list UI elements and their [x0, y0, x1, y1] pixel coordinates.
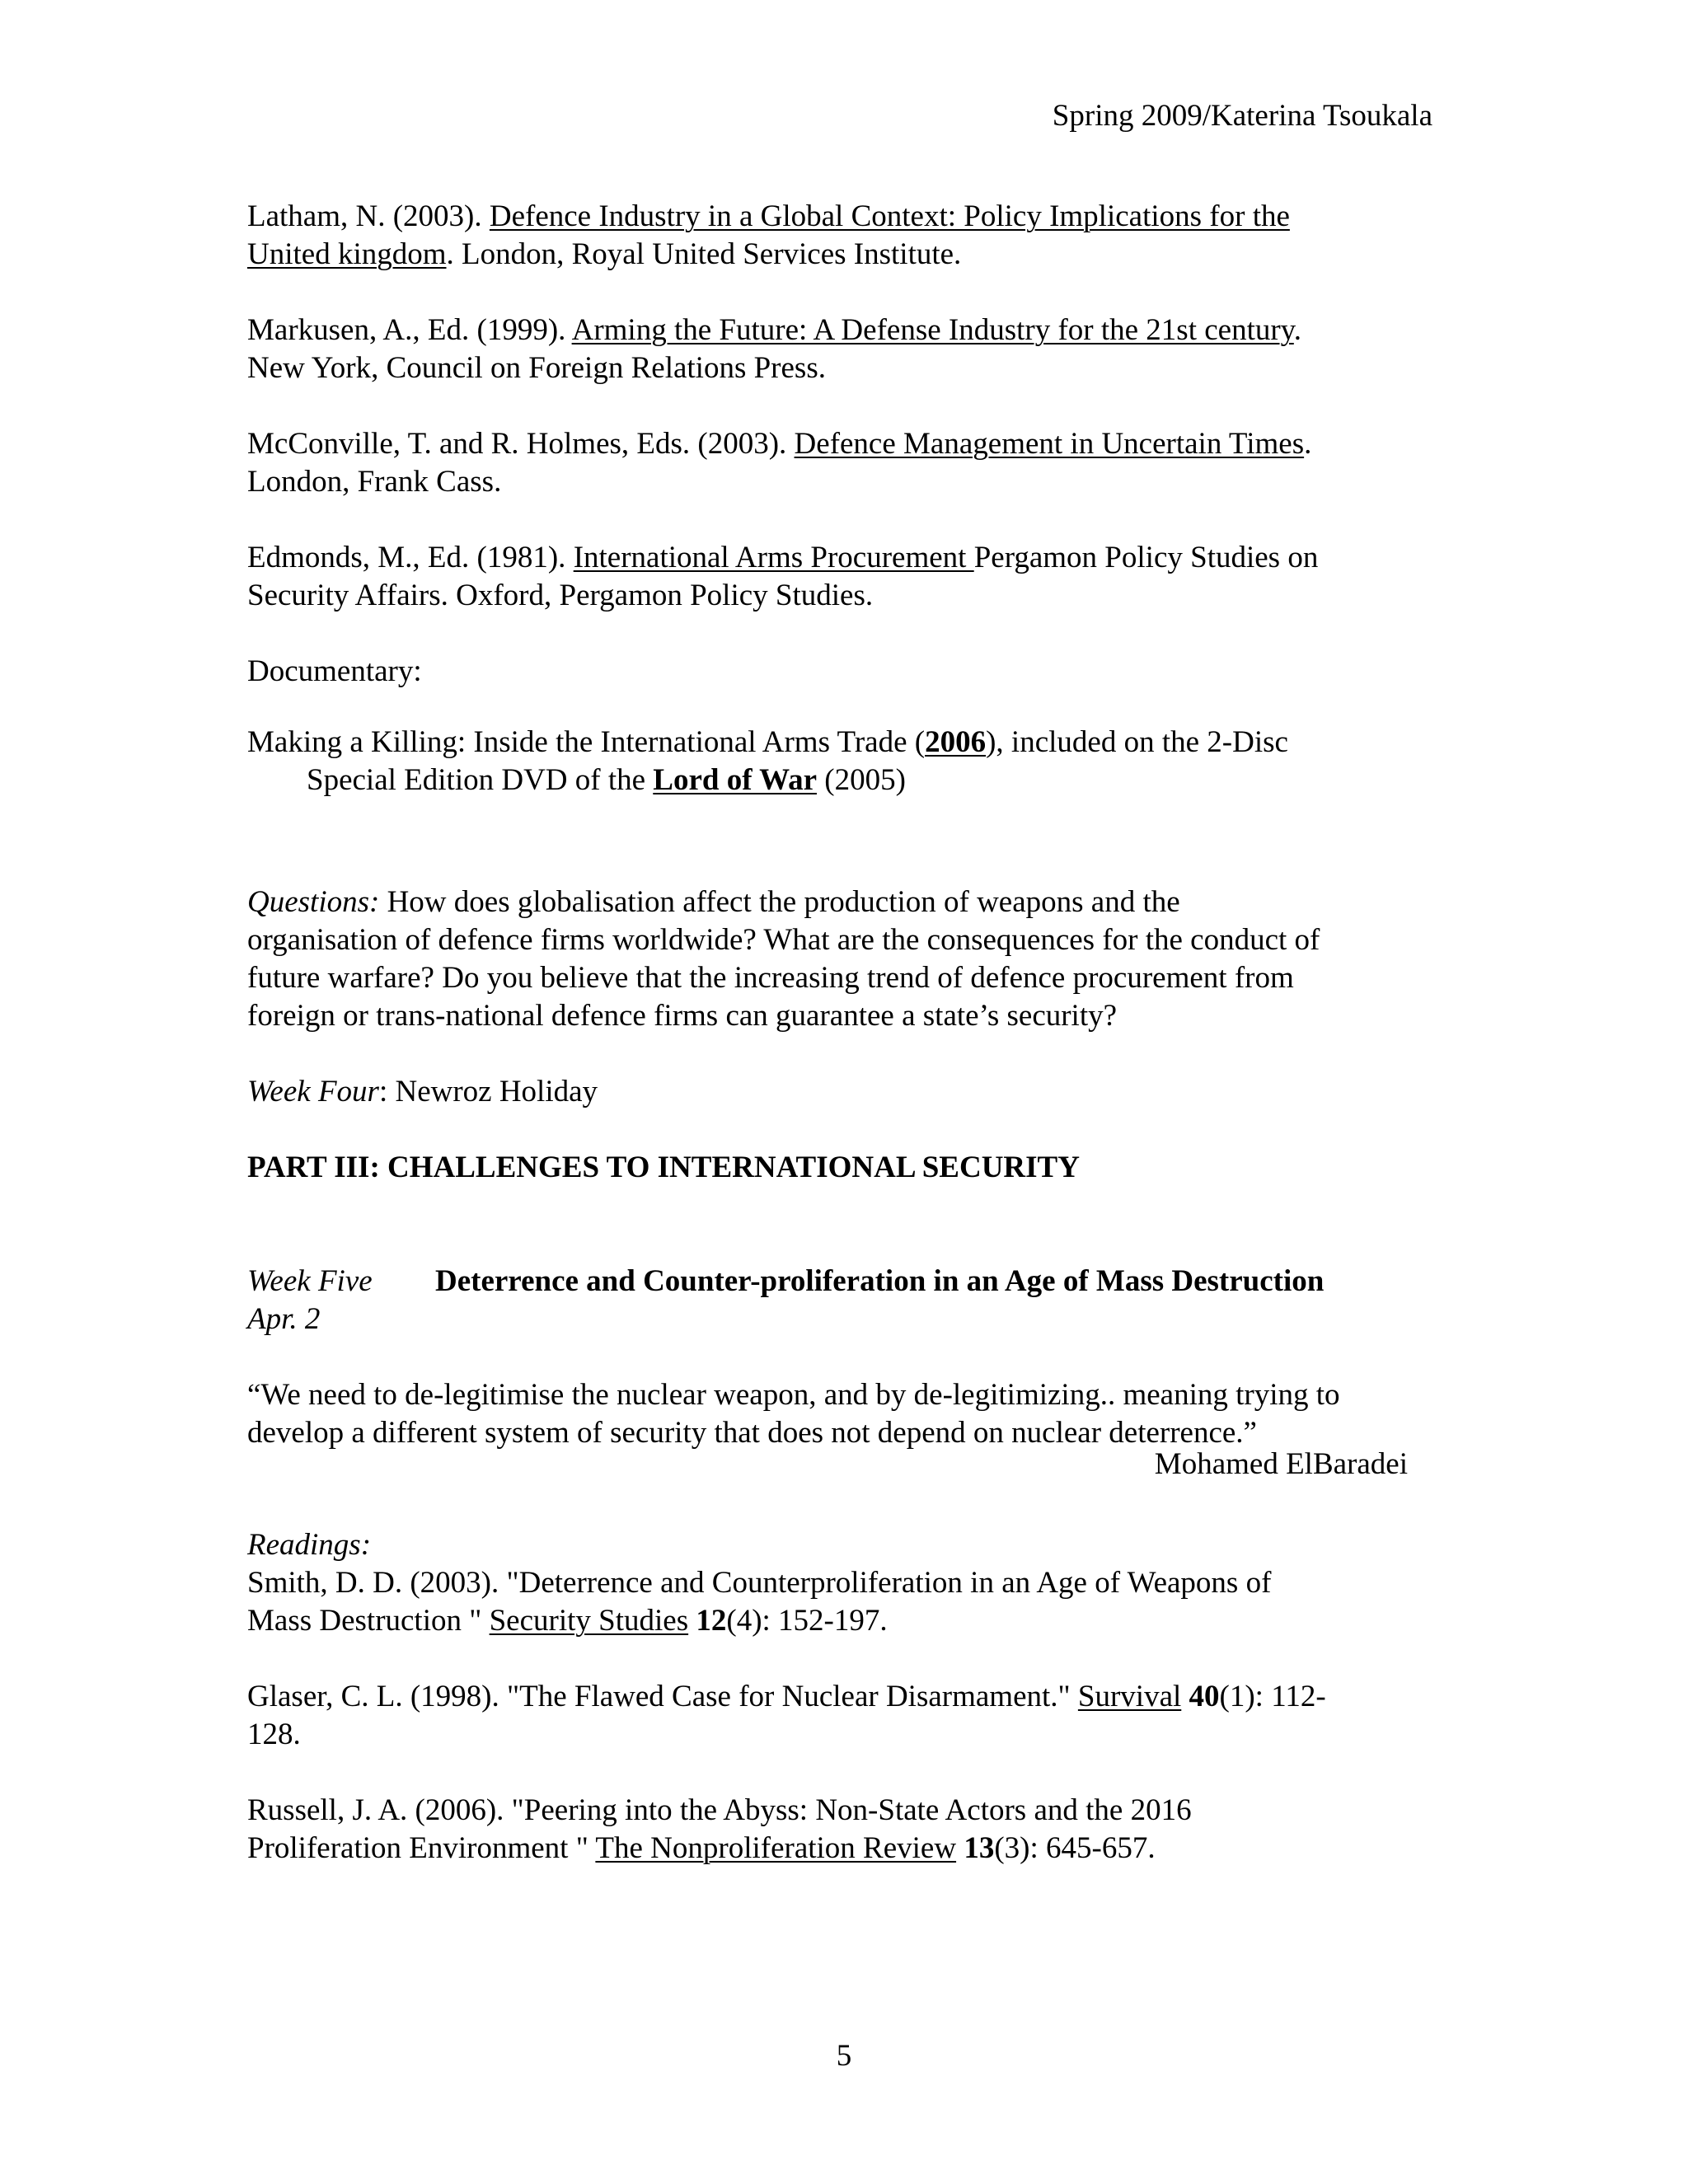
- reference-title: Arming the Future: A Defense Industry for the 21st century: [571, 313, 1294, 347]
- readings-label: Readings:: [247, 1528, 372, 1562]
- reference-latham: Latham, N. (2003). Defence Industry in a Global Context: Policy Implications for the United kingdom. London, Royal United Services Institute.: [247, 199, 1290, 271]
- reference-title: United kingdom: [247, 237, 447, 271]
- volume-number: 13: [964, 1831, 995, 1865]
- volume-number: 40: [1189, 1680, 1220, 1713]
- week-four-line: Week Four: Newroz Holiday: [247, 1075, 598, 1108]
- questions-paragraph: Questions: How does globalisation affect the production of weapons and the organisation of defence firms worldwide? What are the consequences for the conduct of future warfare? Do you believe that the increasing trend of defence procurement from foreign or trans-national defence firms can guarantee a state’s security?: [247, 885, 1320, 1033]
- quote: “We need to de-legitimise the nuclear weapon, and by de-legitimizing.. meaning trying to develop a different system of security that does not depend on nuclear deterrence.”: [247, 1378, 1340, 1450]
- journal-title: Security Studies: [489, 1604, 689, 1638]
- reference-title: Defence Management in Uncertain Times: [794, 427, 1305, 461]
- reading-smith: Smith, D. D. (2003). "Deterrence and Counterproliferation in an Age of Weapons of Mass Destruction " Security Studies 12(4): 152-197.: [247, 1566, 1272, 1638]
- reference-mcconville: McConville, T. and R. Holmes, Eds. (2003). Defence Management in Uncertain Times. London, Frank Cass.: [247, 427, 1312, 499]
- reference-markusen: Markusen, A., Ed. (1999). Arming the Future: A Defense Industry for the 21st century. New York, Council on Foreign Relations Press.: [247, 313, 1302, 385]
- reference-title: International Arms Procurement: [573, 541, 974, 574]
- questions-label: Questions:: [247, 885, 380, 919]
- documentary-film-title: Lord of War: [653, 763, 817, 797]
- documentary-label: Documentary:: [247, 654, 422, 688]
- reading-glaser: Glaser, C. L. (1998). "The Flawed Case for Nuclear Disarmament." Survival 40(1): 112- 128.: [247, 1680, 1326, 1751]
- part-heading: PART III: CHALLENGES TO INTERNATIONAL SECURITY: [247, 1151, 1080, 1184]
- week-five-label: Week Five: [247, 1264, 373, 1298]
- reading-russell: Russell, J. A. (2006). "Peering into the Abyss: Non-State Actors and the 2016 Proliferation Environment " The Nonproliferation Review 13(3): 645-657.: [247, 1793, 1192, 1865]
- week-four-label: Week Four: [247, 1075, 379, 1108]
- journal-title: Survival: [1077, 1680, 1182, 1713]
- quote-author: Mohamed ElBaradei: [1154, 1447, 1408, 1481]
- page-number: 5: [836, 2039, 852, 2073]
- page-header: Spring 2009/Katerina Tsoukala: [1052, 99, 1432, 133]
- week-five-date: Apr. 2: [247, 1302, 321, 1336]
- reference-edmonds: Edmonds, M., Ed. (1981). International Arms Procurement Pergamon Policy Studies on Security Affairs. Oxford, Pergamon Policy Studies.: [247, 541, 1319, 612]
- volume-number: 12: [696, 1604, 727, 1638]
- journal-title: The Nonproliferation Review: [595, 1831, 957, 1865]
- reference-title: Defence Industry in a Global Context: Policy Implications for the: [489, 199, 1290, 233]
- week-five-title: Deterrence and Counter-proliferation in an Age of Mass Destruction: [435, 1264, 1325, 1298]
- documentary-year: 2006: [925, 725, 987, 759]
- documentary-entry: Making a Killing: Inside the International Arms Trade (2006), included on the 2-Disc Special Edition DVD of the Lord of War (2005): [247, 725, 1288, 797]
